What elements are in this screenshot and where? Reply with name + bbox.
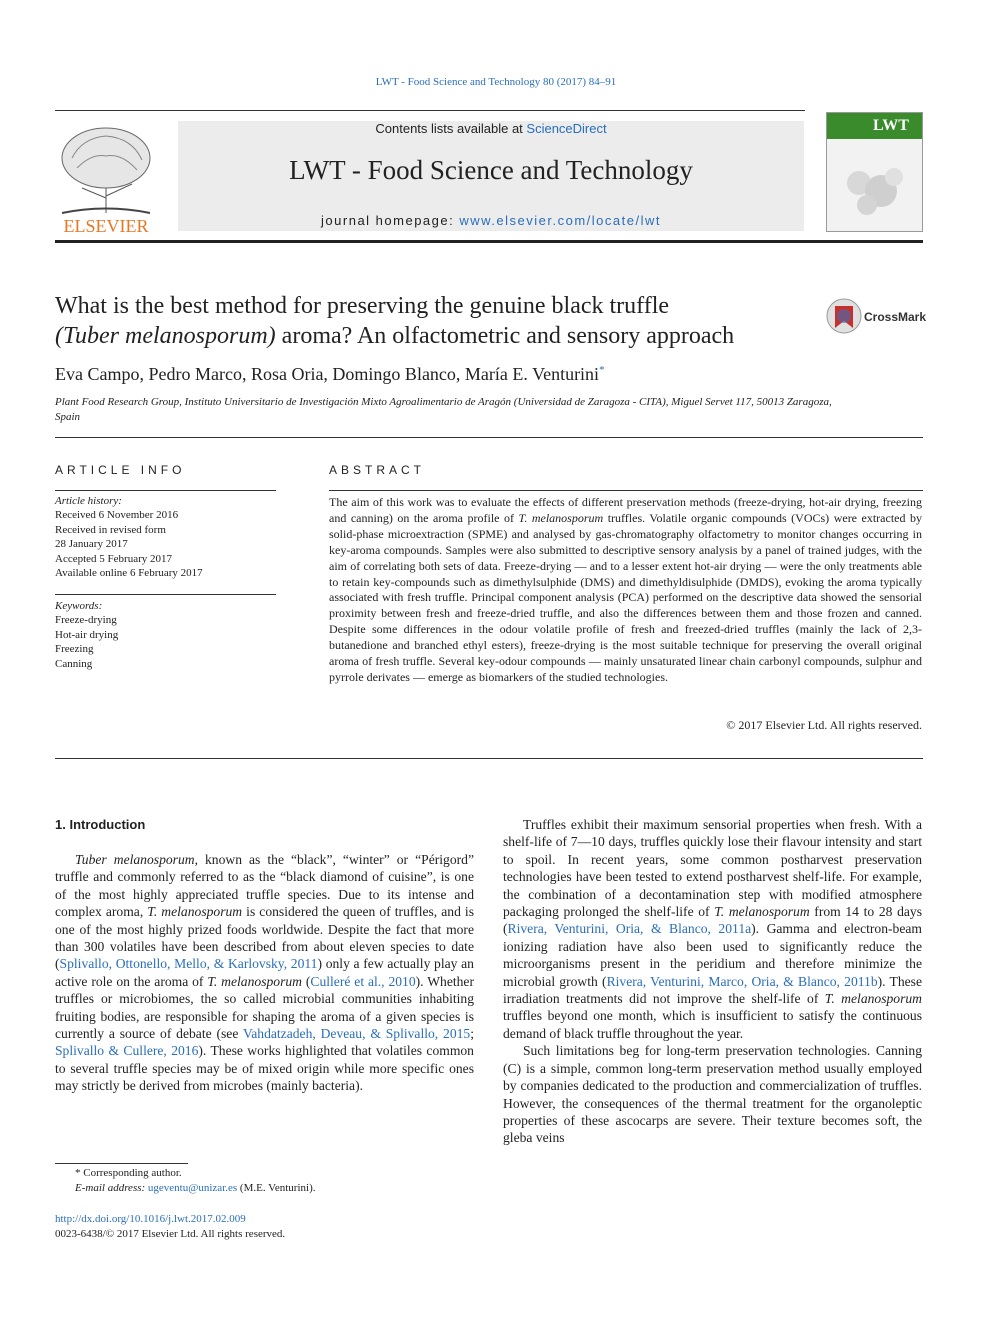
- history-label: Article history:: [55, 495, 122, 507]
- keywords: [55, 599, 275, 671]
- keywords-label: Keywords:: [55, 600, 103, 612]
- history-item: Accepted 5 February 2017: [55, 552, 172, 565]
- homepage-link[interactable]: www.elsevier.com/locate/lwt: [459, 213, 661, 228]
- reference-link[interactable]: Rivera, Venturini, Oria, & Blanco, 2011a: [507, 921, 752, 937]
- abstract-heading: ABSTRACT: [329, 463, 426, 477]
- keyword: Freeze-drying: [55, 614, 117, 627]
- history-item: Received 6 November 2016: [55, 509, 179, 522]
- elsevier-tree-logo: [52, 118, 160, 236]
- section-title: 1. Introduction: [55, 817, 146, 832]
- keyword: Hot-air drying: [55, 628, 119, 641]
- footnote-rule: [55, 1163, 188, 1164]
- journal-title: LWT - Food Science and Technology: [289, 155, 693, 185]
- keyword: Freezing: [55, 643, 94, 656]
- divider: [55, 437, 923, 438]
- paragraph: Truffles exhibit their maximum sensorial properties when fresh. With a shelf-life of 7—10 days, truffles quickly lose their flavour intensity and start to spoil. In recent years, some common postharvest preservation technologies have been tested to extend postharvest shelf-life. For example, the combination of a decontamination step with modified atmosphere packaging prolonged the shelf-life of T. melanosporum from 14 to 28 days (Rivera, Venturini, Oria, & Blanco, 2011a). Gamma and electron-beam ionizing radiation have also been used to significantly reduce the microorganisms present in the peridium and therefore minimize the microbial growth (Rivera, Venturini, Marco, Oria, & Blanco, 2011b). These irradiation treatments did not improve the shelf-life of T. melanosporum truffles beyond one month, which is insufficient to satisfy the continuous demand of black truffle throughout the year.: [503, 817, 922, 1041]
- journal-citation[interactable]: LWT - Food Science and Technology 80 (2017) 84–91: [375, 76, 617, 88]
- keyword: Canning: [55, 657, 93, 670]
- abstract-copyright: © 2017 Elsevier Ltd. All rights reserved.: [726, 718, 922, 732]
- divider: [329, 490, 923, 491]
- reference-link[interactable]: Splivallo, Ottonello, Mello, & Karlovsky, 2011: [59, 956, 318, 972]
- journal-banner: [178, 121, 804, 231]
- header-rule: [55, 110, 805, 111]
- doi-link[interactable]: http://dx.doi.org/10.1016/j.lwt.2017.02.009: [55, 1213, 246, 1225]
- publisher-name: ELSEVIER: [63, 216, 149, 236]
- divider: [55, 758, 923, 759]
- paragraph: Such limitations beg for long-term preservation technologies. Canning (C) is a simple, common long-term preservation method usually employed by companies dedicated to the production and commercialization of truffles. However, the consequences of the thermal treatment for the organoleptic properties of these ascocarps are severe. Their texture becomes soft, the gleba veins: [503, 1043, 922, 1146]
- journal-homepage: journal homepage: www.elsevier.com/locate/lwt: [321, 213, 661, 228]
- article-info-heading: ARTICLE INFO: [55, 463, 186, 477]
- issn-line: 0023-6438/© 2017 Elsevier Ltd. All rights reserved.: [55, 1228, 286, 1240]
- abstract-text: The aim of this work was to evaluate the effects of different preservation methods (freeze-drying, hot-air drying, freezing and canning) on the aroma profile of T. melanosporum truffles. Volatile organic compounds (VOCs) were extracted by solid-phase microextraction (SPME) and analysed by gas-chromatography olfactometry to monitor changes occurring in key-aroma compounds. Samples were also submitted to descriptive sensory analysis by a panel of trained judges, with the aim of correlating both sets of data. Freeze-drying — and to a lesser extent hot-air drying — were the only treatments able to retain key-compounds such as dimethylsulphide (DMS) and dimethyldisulphide (DMDS), evoking the aroma typically associated with fresh truffle. Principal component analysis (PCA) performed on the descriptive data showed the sensorial proximity between fresh and freeze-dried truffle, and also the differences between them and those frozen and canned. Despite some differences in the odour volatile profile of fresh and freezed-dried truffles (mainly the lack of 2,3-butanedione and branched ethyl esters), freeze-drying is the most suitable technique for preserving the overall original aroma of fresh truffle. Several key-odour compounds — mainly unsaturated linear chain carbonyl compounds, sulphur and pyrrole derivates — emerge as biomarkers of the studied technologies.: [329, 495, 923, 684]
- reference-link[interactable]: Rivera, Venturini, Marco, Oria, & Blanco, 2011b: [606, 973, 878, 989]
- email-link[interactable]: ugeventu@unizar.es: [147, 1182, 238, 1194]
- affiliation: Plant Food Research Group, Instituto Universitario de Investigación Mixto Agroalimentario de Aragón (Universidad de Zaragoza - CITA), Miguel Servet 117, 50013 Zaragoza, Spain: [55, 396, 832, 423]
- history-item: 28 January 2017: [55, 538, 128, 551]
- doi-block: [55, 1212, 285, 1242]
- crossmark-label: CrossMark: [864, 310, 927, 324]
- header-thick-rule: [55, 240, 923, 243]
- cover-image: [839, 163, 909, 218]
- divider: [55, 490, 276, 491]
- reference-link[interactable]: Splivallo & Cullere, 2016: [55, 1043, 199, 1059]
- corresponding-author-note: * Corresponding author.: [75, 1167, 182, 1179]
- article-title: What is the best method for preserving the genuine black truffle (Tuber melanosporum) aroma? An olfactometric and sensory approach: [55, 293, 735, 349]
- history-item: Available online 6 February 2017: [55, 567, 203, 580]
- reference-link[interactable]: Vahdatzadeh, Deveau, & Splivallo, 2015: [242, 1026, 471, 1042]
- history-item: Received in revised form: [55, 523, 166, 536]
- crossmark-badge[interactable]: [826, 296, 936, 336]
- body-column-left: [55, 851, 474, 1095]
- cover-title: LWT: [873, 117, 909, 134]
- paragraph: Tuber melanosporum, known as the “black”, “winter” or “Périgord” truffle and commonly referred to as the “black diamond of cuisine”, is one of the most highly appreciated truffle species. Due to its intense and complex aroma, T. melanosporum is considered the queen of truffles, and is one of the most highly prized foods worldwide. Despite the fact that more than 300 volatiles have been described from about eleven species to date (Splivallo, Ottonello, Mello, & Karlovsky, 2011) only a few actually play an active role on the aroma of T. melanosporum (Culleré et al., 2010). Whether truffles or microbiomes, the so called microbial communities inhabiting fruiting bodies, are responsible for shaping the aroma of a given species is currently a source of debate (see Vahdatzadeh, Deveau, & Splivallo, 2015; Splivallo & Cullere, 2016). These works highlighted that volatiles common to several truffle species may be of mixed origin while more specific ones may strictly be derived from microbes (mainly bacteria).: [55, 852, 474, 1094]
- footnote: [55, 1166, 475, 1196]
- sciencedirect-link[interactable]: ScienceDirect: [526, 121, 607, 136]
- author-list: Eva Campo, Pedro Marco, Rosa Oria, Domingo Blanco, María E. Venturini*: [55, 364, 605, 384]
- corresponding-author-mark[interactable]: *: [599, 364, 605, 376]
- body-column-right: [503, 816, 922, 1147]
- contents-line: Contents lists available at ScienceDirect: [375, 121, 607, 136]
- article-history: [55, 494, 275, 580]
- email-line: E-mail address: ugeventu@unizar.es (M.E. Venturini).: [75, 1182, 316, 1194]
- journal-cover[interactable]: [826, 112, 923, 232]
- reference-link[interactable]: Culleré et al., 2010: [310, 973, 416, 989]
- divider: [55, 594, 276, 595]
